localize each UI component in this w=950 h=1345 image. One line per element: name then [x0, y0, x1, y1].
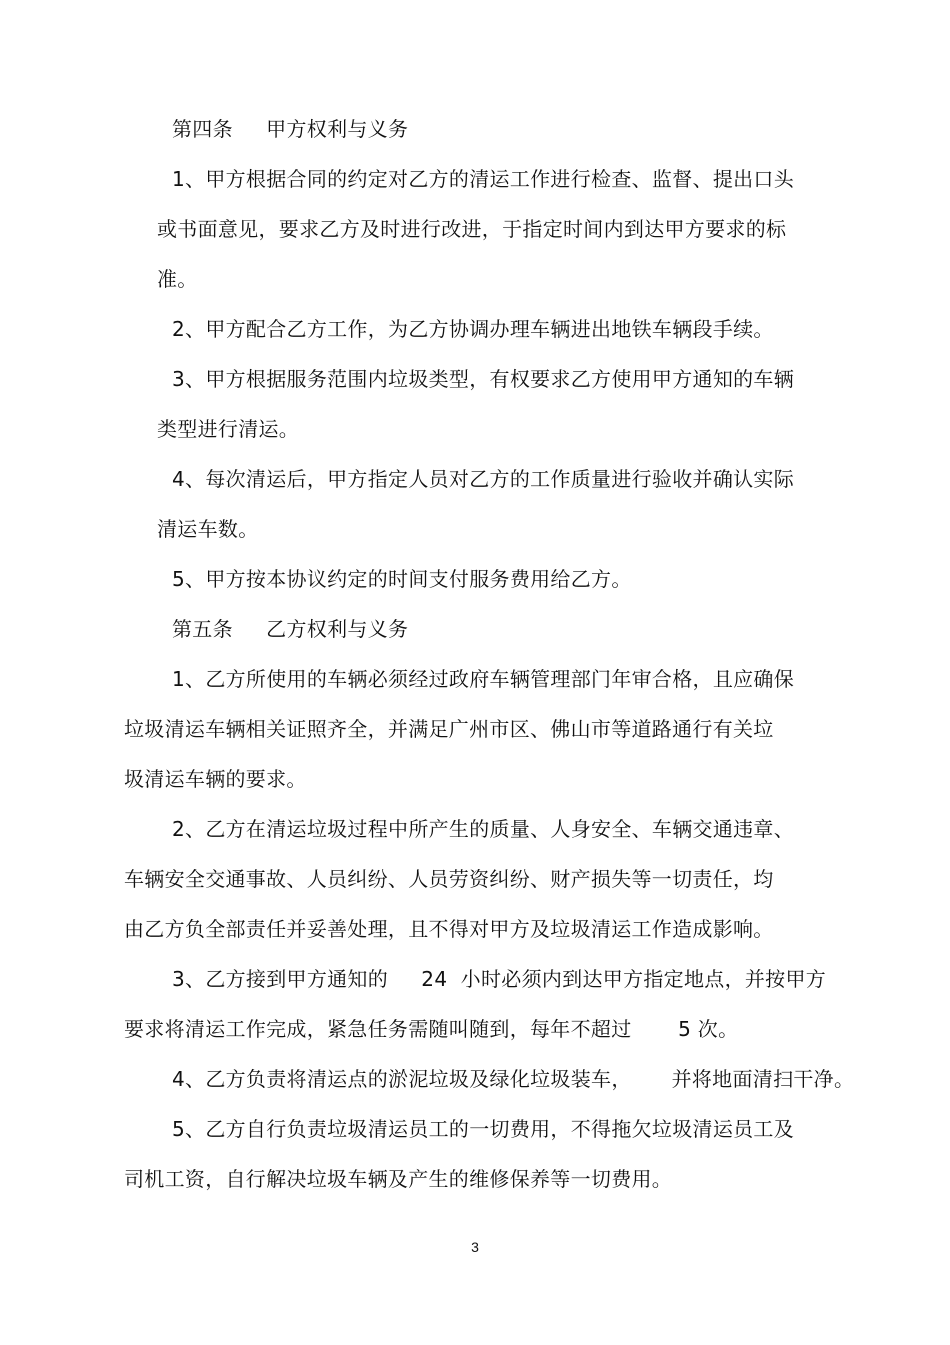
paragraph-line: 要求将清运工作完成，紧急任务需随叫随到，每年不超过 5 次。 — [124, 1017, 739, 1041]
paragraph-line: 5、甲方按本协议约定的时间支付服务费用给乙方。 — [172, 567, 632, 591]
paragraph-line: 司机工资，自行解决垃圾车辆及产生的维修保养等一切费用。 — [124, 1167, 673, 1191]
paragraph-line: 3、乙方接到甲方通知的 24 小时必须内到达甲方指定地点，并按甲方 — [172, 967, 827, 991]
paragraph-line: 1、乙方所使用的车辆必须经过政府车辆管理部门年审合格，且应确保 — [172, 667, 795, 691]
paragraph-line: 清运车数。 — [157, 517, 259, 541]
article-5-heading: 第五条 乙方权利与义务 — [172, 617, 409, 641]
paragraph-line: 由乙方负全部责任并妥善处理，且不得对甲方及垃圾清运工作造成影响。 — [124, 917, 774, 941]
paragraph-line: 4、每次清运后，甲方指定人员对乙方的工作质量进行验收并确认实际 — [172, 467, 795, 491]
paragraph-line: 准。 — [157, 267, 198, 291]
paragraph-line: 圾清运车辆的要求。 — [124, 767, 307, 791]
paragraph-line: 4、乙方负责将清运点的淤泥垃圾及绿化垃圾装车， 并将地面清扫干净。 — [172, 1067, 855, 1091]
article-4-heading: 第四条 甲方权利与义务 — [172, 117, 409, 141]
paragraph-line: 垃圾清运车辆相关证照齐全，并满足广州市区、佛山市等道路通行有关垃 — [124, 717, 774, 741]
paragraph-line: 或书面意见，要求乙方及时进行改进，于指定时间内到达甲方要求的标 — [157, 217, 787, 241]
paragraph-line: 1、甲方根据合同的约定对乙方的清运工作进行检查、监督、提出口头 — [172, 167, 795, 191]
paragraph-line: 2、甲方配合乙方工作，为乙方协调办理车辆进出地铁车辆段手续。 — [172, 317, 774, 341]
page-number: 3 — [471, 1239, 479, 1255]
paragraph-line: 2、乙方在清运垃圾过程中所产生的质量、人身安全、车辆交通违章、 — [172, 817, 795, 841]
paragraph-line: 车辆安全交通事故、人员纠纷、人员劳资纠纷、财产损失等一切责任，均 — [124, 867, 774, 891]
paragraph-line: 5、乙方自行负责垃圾清运员工的一切费用，不得拖欠垃圾清运员工及 — [172, 1117, 795, 1141]
paragraph-line: 类型进行清运。 — [157, 417, 300, 441]
paragraph-line: 3、甲方根据服务范围内垃圾类型，有权要求乙方使用甲方通知的车辆 — [172, 367, 795, 391]
